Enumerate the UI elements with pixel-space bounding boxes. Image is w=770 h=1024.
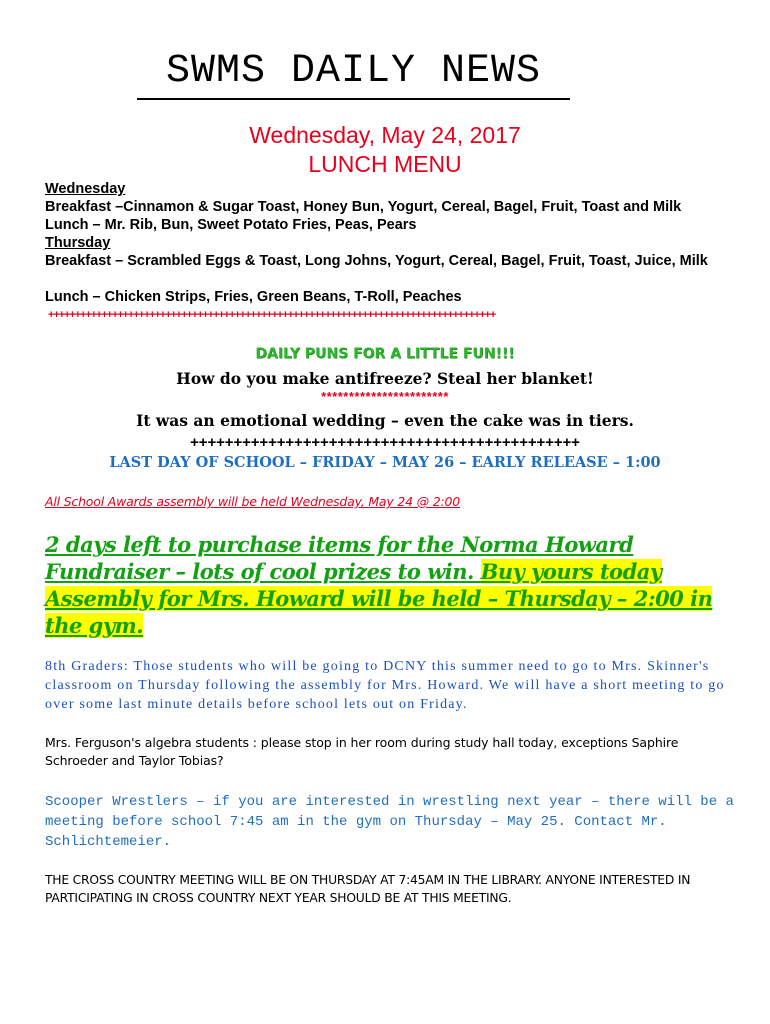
newsletter-date: Wednesday, May 24, 2017 (249, 122, 521, 148)
fundraiser-notice (45, 531, 735, 639)
puns-heading: DAILY PUNS FOR A LITTLE FUN!!! (255, 346, 515, 362)
thursday-label-text: Thursday (45, 235, 111, 251)
algebra-notice: Mrs. Ferguson's algebra students : please stop in her room during study hall today, exceptions Saphire Schroeder and Taylor Tobias? (45, 735, 679, 768)
cross-country-notice: THE CROSS COUNTRY MEETING WILL BE ON THURSDAY AT 7:45AM IN THE LIBRARY. ANYONE INTERESTED IN PARTICIPATING IN CROSS COUNTRY NEXT YEAR SHOULD BE AT THIS MEETING. (45, 873, 691, 905)
menu-wednesday-lunch: Lunch – Mr. Rib, Bun, Sweet Potato Fries, Peas, Pears (45, 217, 417, 233)
eighth-graders-notice: 8th Graders: Those students who will be going to DCNY this summer need to go to Mrs. Skinner's classroom on Thursday following the assembly for Mrs. Howard. We will have a short meeting to go over some last minute details before school lets out on Friday. (45, 659, 725, 712)
menu-thursday-lunch: Lunch – Chicken Strips, Fries, Green Beans, T-Roll, Peaches (45, 289, 462, 305)
menu-wednesday-breakfast: Breakfast –Cinnamon & Sugar Toast, Honey Bun, Yogurt, Cereal, Bagel, Fruit, Toast and Milk (45, 199, 682, 215)
lunch-menu-heading: LUNCH MENU (308, 151, 462, 177)
fundraiser-highlighted-text: Buy yours today Assembly for Mrs. Howard will be held – Thursday – 2:00 in the gym. (45, 559, 713, 638)
menu-thursday-breakfast: Breakfast – Scrambled Eggs & Toast, Long Johns, Yogurt, Cereal, Bagel, Fruit, Toast, Juice, Milk (45, 253, 708, 269)
last-day-notice: LAST DAY OF SCHOOL – FRIDAY – MAY 26 – EARLY RELEASE – 1:00 (109, 454, 661, 471)
red-plus-divider: ++++++++++++++++++++++++++++++++++++++++++++++++++++++++++++++++++++++++++++++++++++ (48, 309, 496, 321)
fundraiser-text: 2 days left to purchase items for the Norma Howard Fundraiser – lots of cool prizes to win. (45, 532, 634, 584)
black-plus-divider: +++++++++++++++++++++++++++++++++++++++++++++ (190, 434, 580, 451)
joke-antifreeze: How do you make antifreeze? Steal her blanket! (176, 369, 594, 388)
wednesday-label-text: Wednesday (45, 181, 126, 197)
menu-thursday-label (45, 234, 735, 252)
awards-assembly-notice: All School Awards assembly will be held Wednesday, May 24 @ 2:00 (45, 494, 460, 509)
joke-wedding: It was an emotional wedding – even the cake was in tiers. (136, 411, 634, 430)
menu-wednesday-label (45, 180, 735, 198)
newsletter-title: SWMS DAILY NEWS (137, 48, 570, 100)
star-divider: *********************** (321, 389, 449, 404)
wrestlers-notice: Scooper Wrestlers – if you are interested in wrestling next year – there will be a meeting before school 7:45 am in the gym on Thursday – May 25. Contact Mr. Schlichtemeier. (45, 794, 734, 850)
